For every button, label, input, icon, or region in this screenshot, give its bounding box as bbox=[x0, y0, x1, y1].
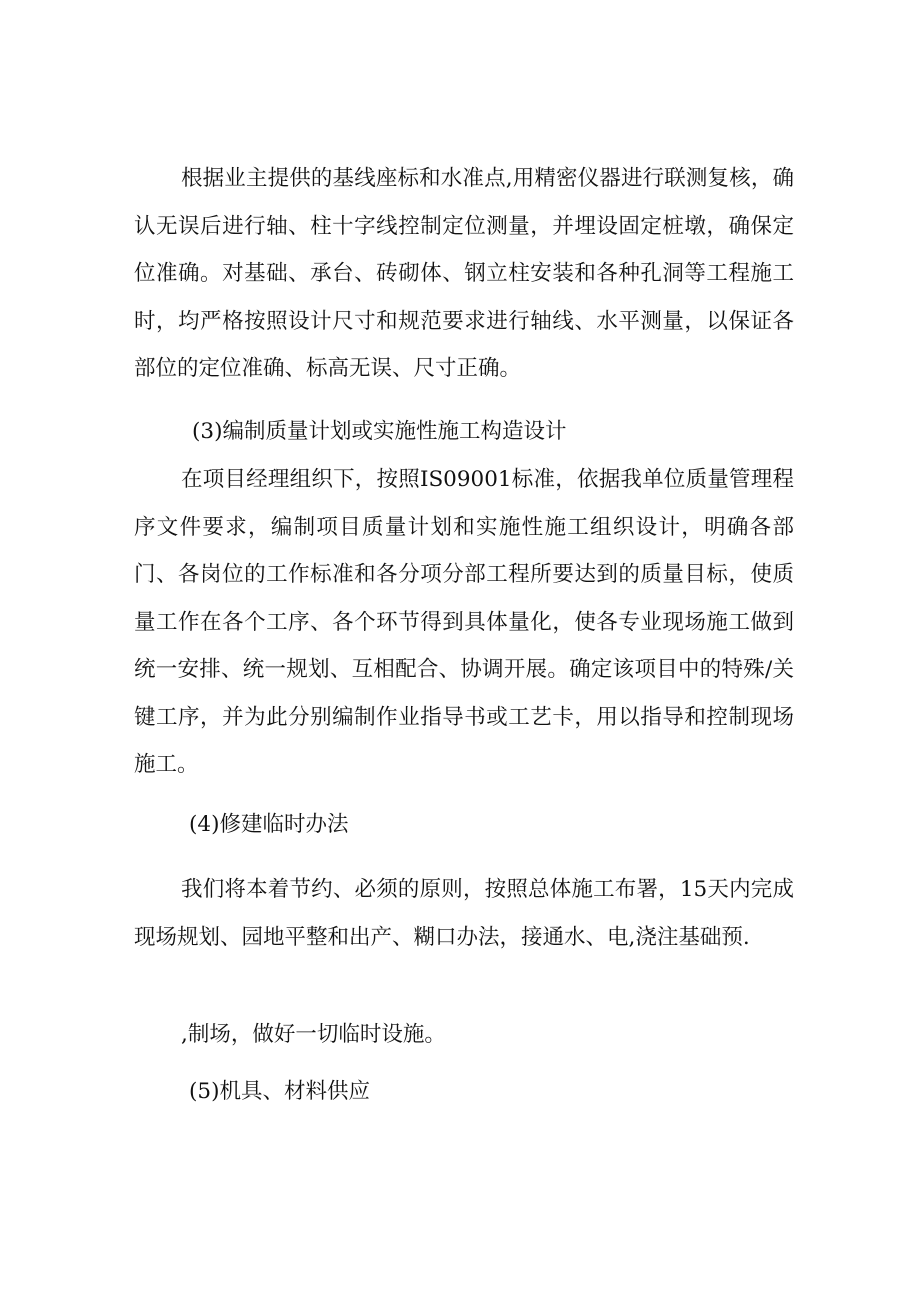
section-heading-3: (3)编制质量计划或实施性施工构造设计 bbox=[192, 419, 567, 444]
paragraph-quality-plan: 在项目经理组织下，按照IS09001标准，依据我单位质量管理程序文件要求，编制项目质量计划和实施性施工组织设计，明确各部门、各岗位的工作标准和各分项分部工程所要达到的质量目标，使质量工作在各个工序、各个环节得到具体量化，使各专业现场施工做到统一安排、统一规划、互相配合、协调开展。确定该项目中的特殊/关键工序，并为此分别编制作业指导书或工艺卡，用以指导和控制现场施工。 bbox=[134, 467, 794, 777]
section-heading-5: (5)机具、材料供应 bbox=[189, 1079, 370, 1104]
paragraph-continuation: ,制场，做好一切临时设施。 bbox=[181, 1022, 446, 1047]
section-heading-4: (4)修建临时办法 bbox=[189, 812, 349, 837]
paragraph-survey-positioning: 根据业主提供的基线座标和水准点,用精密仪器进行联测复核，确认无误后进行轴、柱十字线控制定位测量，并埋设固定桩墩，确保定位准确。对基础、承台、砖砌体、钢立柱安装和各种孔洞等工程施工时，均严格按照设计尺寸和规范要求进行轴线、水平测量，以保证各部位的定位准确、标高无误、尺寸正确。 bbox=[134, 166, 794, 381]
paragraph-temporary-facilities: 我们将本着节约、必须的原则，按照总体施工布署，15天内完成现场规划、园地平整和出产、糊口办法，接通水、电,浇注基础预. bbox=[134, 877, 794, 950]
